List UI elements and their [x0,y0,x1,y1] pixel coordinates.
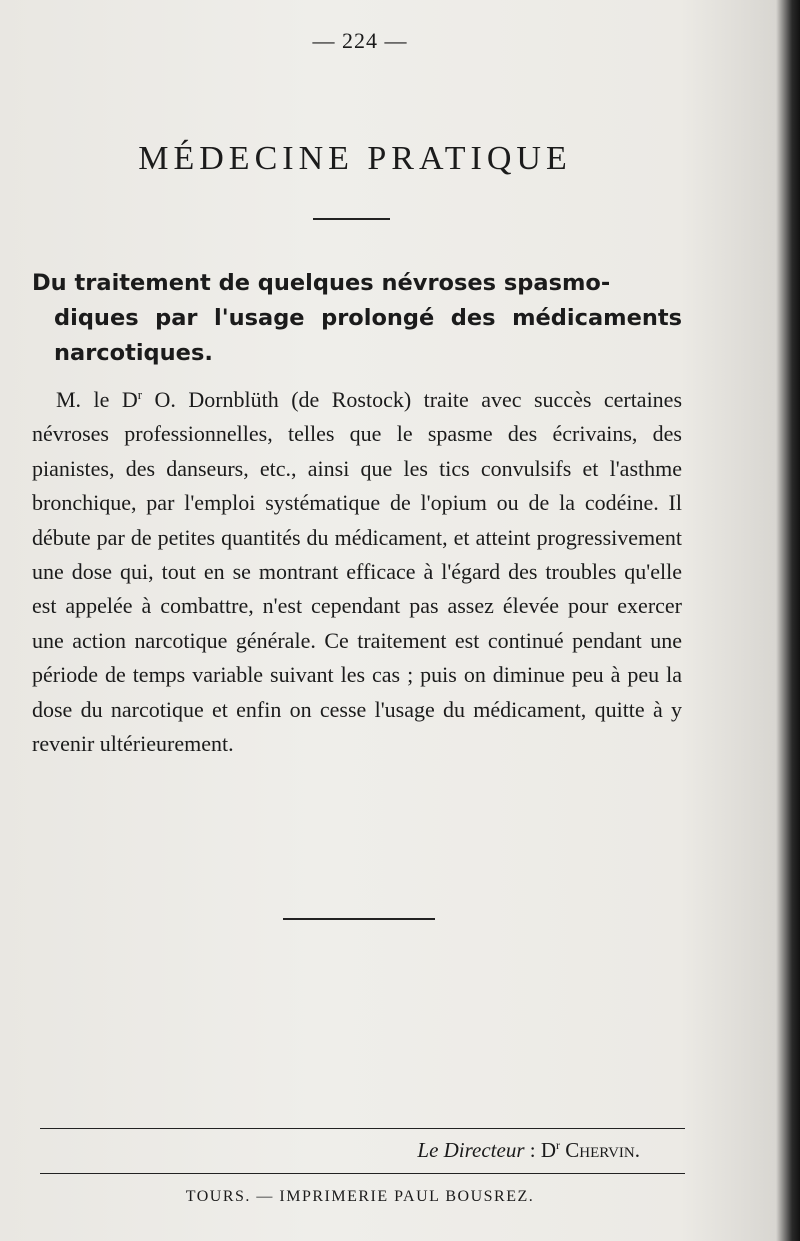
article-title [32,266,682,371]
section-title: MÉDECINE PRATIQUE [138,140,572,177]
signature-name: Chervin. [565,1138,640,1162]
body-paragraph: O. Dornblüth (de Rostock) traite avec succès certaines névroses professionnelles, telles que le spasme des écrivains, des pianistes, des danseurs, etc., ainsi que les tics convulsifs et l'asthme bronchique, par l'emploi systématique de l'opium ou de la codéine. Il débute par de petites quantités du médicament, et atteint progressivement une dose qui, tout en se montrant efficace à l'égard des troubles qu'elle est appelée à combattre, n'est cependant pas assez élevée pour exercer une action narcotique générale. Ce traitement est continué pendant une période de temps variable suivant les cas ; puis on diminue peu à peu la dose du narcotique et enfin on cesse l'usage du médicament, quitte à y revenir ultérieurement. [32,387,683,757]
printer-imprint: TOURS. — IMPRIMERIE PAUL BOUSREZ. [185,1188,535,1205]
article-title-line-2: diques par l'usage prolongé des médicaments narcotiques. [54,305,682,366]
article-body [32,383,682,761]
signature-title-superscript: r [556,1138,561,1152]
signature-title: D [540,1138,557,1162]
title-divider [313,218,390,220]
signature-separator: : [524,1138,541,1162]
footer-rule-bottom [40,1173,685,1174]
page-number: — 224 — [312,28,408,53]
body-lead-superscript: r [137,387,143,402]
article-end-divider [283,918,435,920]
signature-role: Le Directeur [417,1138,525,1162]
body-lead: M. le D [56,387,138,412]
article-title-line-1: Du traitement de quelques névroses spasmo- [32,270,611,296]
signature [0,1138,640,1163]
footer-rule-top [40,1128,685,1129]
